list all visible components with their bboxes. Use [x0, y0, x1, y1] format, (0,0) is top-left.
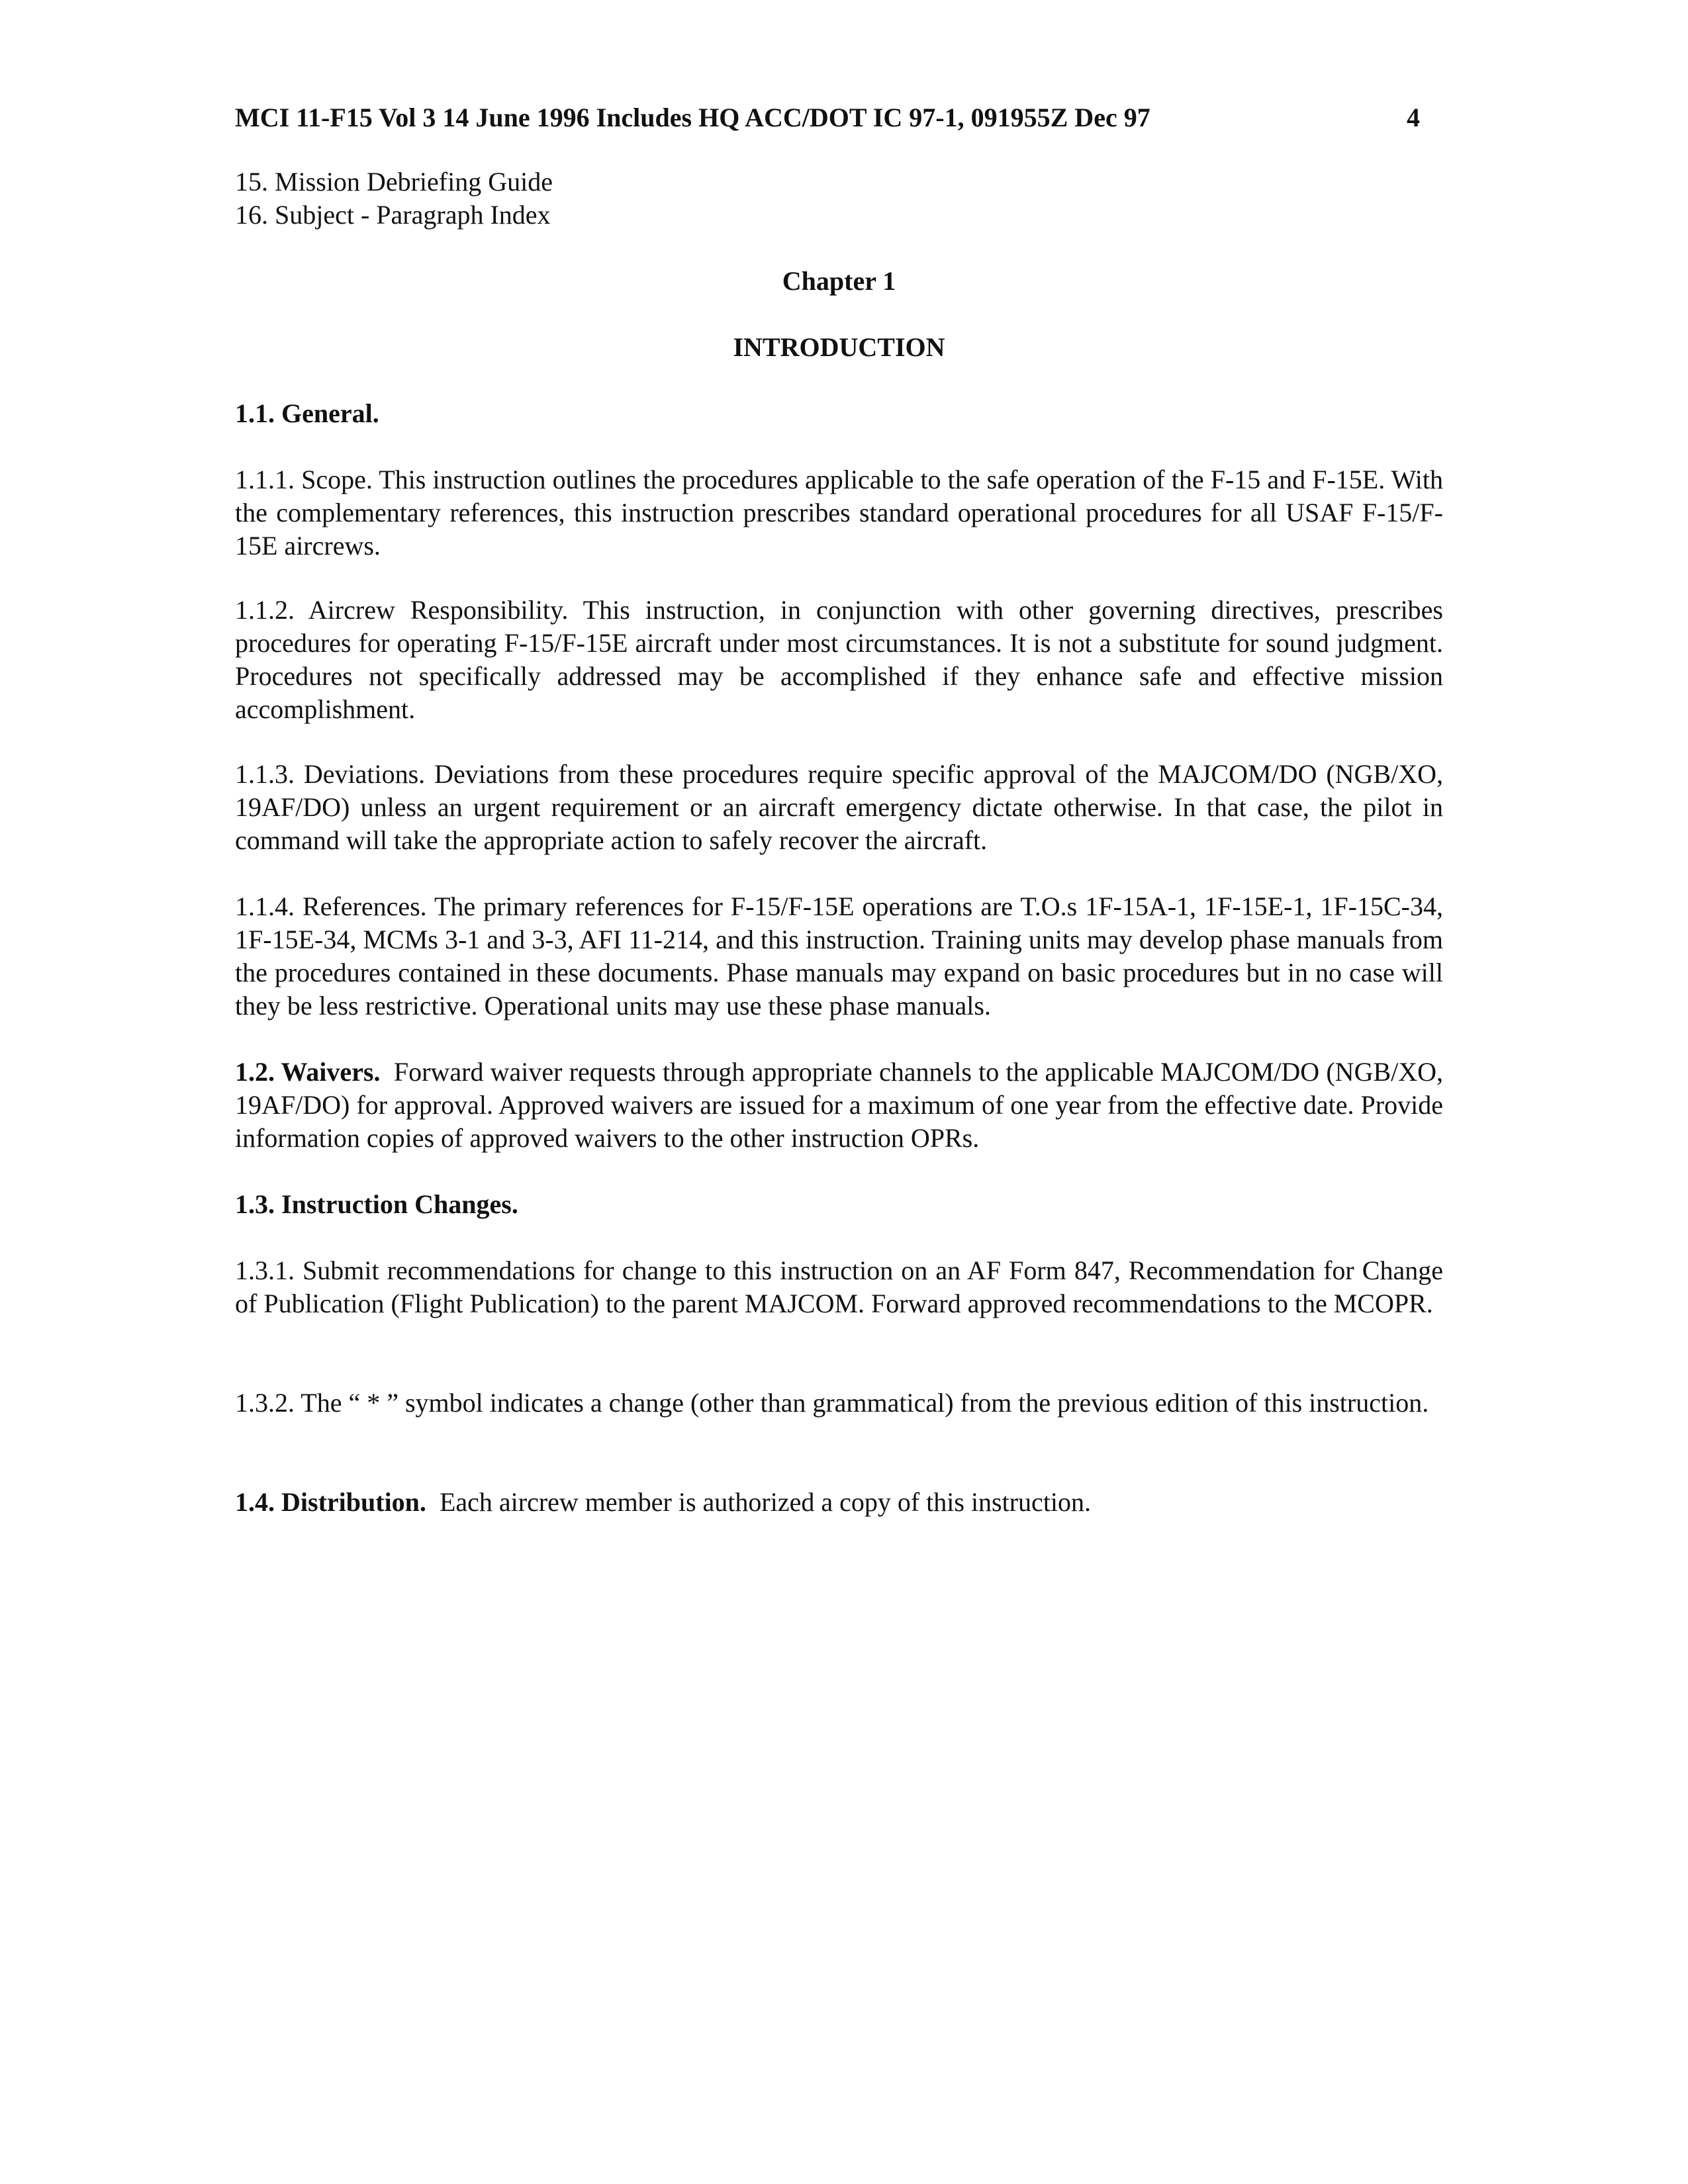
section-heading-distribution: 1.4. Distribution. [235, 1487, 426, 1517]
waivers-text: Forward waiver requests through appropriate channels to the applicable MAJCOM/DO (NGB/XO, 19AF/DO) for approval. Approved waivers are issued for a maximum of one year from the effective date. Provide information copies of approved waivers to the other instruction OPRs. [235, 1057, 1444, 1153]
paragraph-1-1-4-references: 1.1.4. References. The primary references for F-15/F-15E operations are T.O.s 1F-15A-1, 1F-15E-1, 1F-15C-34, 1F-15E-34, MCMs 3-1 and 3-3, AFI 11-214, and this instruction. Training units may develop phase manuals from the procedures contained in these documents. Phase manuals may expand on basic procedures but in no case will they be less restrictive. Operational units may use these phase manuals. [235, 891, 1443, 1021]
page-number: 4 [1407, 103, 1420, 132]
chapter-number: Chapter 1 [782, 266, 896, 296]
paragraph-1-1-2-aircrew-responsibility: 1.1.2. Aircrew Responsibility. This instruction, in conjunction with other governing directives, prescribes procedures for operating F-15/F-15E aircraft under most circumstances. It is not a substitute for sound judgment. Procedures not specifically addressed may be accomplished if they enhance safe and effective mission accomplishment. [235, 595, 1443, 724]
page-header [235, 99, 1427, 139]
section-heading-waivers: 1.2. Waivers. [235, 1057, 381, 1087]
paragraph-1-4-distribution [235, 1486, 1443, 1519]
document-identifier: MCI 11-F15 Vol 3 14 June 1996 Includes HQ ACC/DOT IC 97-1, 091955Z Dec 97 [235, 103, 1150, 132]
section-heading-general: 1.1. General. [235, 398, 379, 428]
paragraph-1-1-3-deviations: 1.1.3. Deviations. Deviations from these procedures require specific approval of the MAJCOM/DO (NGB/XO, 19AF/DO) unless an urgent requirement or an aircraft emergency dictate otherwise. In that case, the pilot in command will take the appropriate action to safely recover the aircraft. [235, 759, 1443, 855]
distribution-text: Each aircrew member is authorized a copy of this instruction. [439, 1487, 1092, 1517]
toc-item-16: 16. Subject - Paragraph Index [235, 200, 551, 230]
paragraph-1-2-waivers [235, 1056, 1443, 1155]
section-heading-instruction-changes: 1.3. Instruction Changes. [235, 1189, 518, 1219]
paragraph-1-3-2-change-symbol: 1.3.2. The “ * ” symbol indicates a change (other than grammatical) from the previous edition of this instruction. [235, 1388, 1429, 1418]
paragraph-1-3-1-recommendations: 1.3.1. Submit recommendations for change to this instruction on an AF Form 847, Recommendation for Change of Publication (Flight Publication) to the parent MAJCOM. Forward approved recommendations to the MCOPR. [235, 1255, 1443, 1318]
paragraph-1-1-1-scope: 1.1.1. Scope. This instruction outlines the procedures applicable to the safe operation of the F-15 and F-15E. With the complementary references, this instruction prescribes standard operational procedures for all USAF F-15/F-15E aircrews. [235, 465, 1443, 561]
chapter-title: INTRODUCTION [733, 332, 945, 362]
toc-item-15: 15. Mission Debriefing Guide [235, 167, 553, 197]
